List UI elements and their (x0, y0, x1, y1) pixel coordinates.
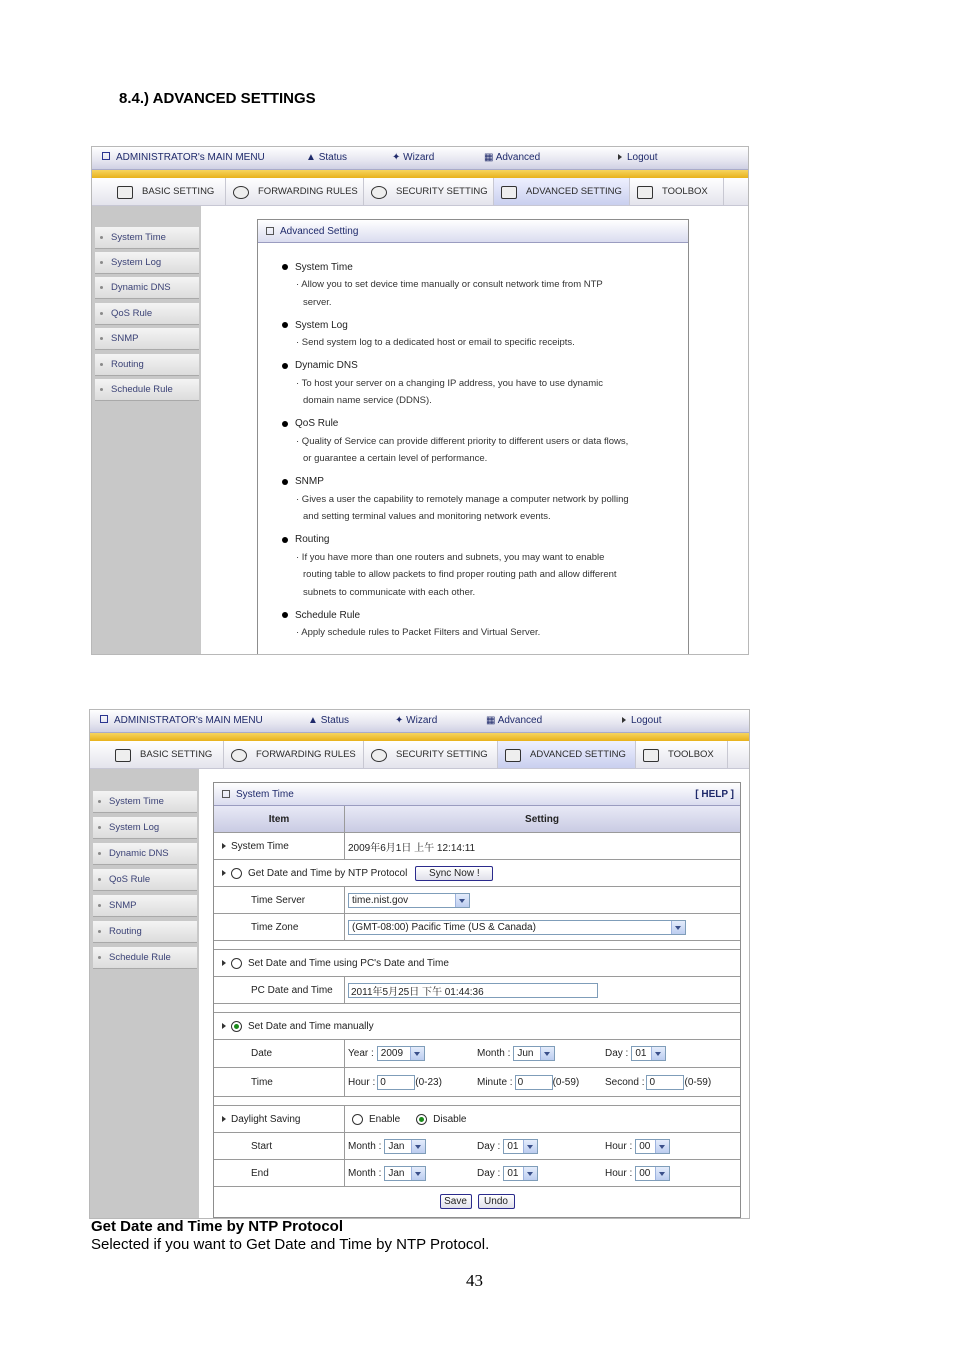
security-setting-icon (370, 748, 388, 762)
column-header-item: Item (268, 813, 290, 825)
tab-forwarding-rules[interactable]: FORWARDING RULES (224, 741, 364, 768)
sidebar-item-schedule-rule[interactable]: Schedule Rule (95, 379, 199, 401)
basic-setting-icon (116, 185, 134, 199)
start-hour-label: Hour : (605, 1140, 633, 1152)
advanced-setting-panel (257, 219, 689, 655)
bullet-icon (282, 537, 288, 543)
dropdown-arrow-icon (523, 1167, 537, 1180)
button-row (214, 1187, 740, 1216)
sidebar-item-snmp[interactable]: SNMP (95, 328, 199, 350)
bullet-icon (100, 363, 103, 366)
dropdown-arrow-icon (651, 1047, 665, 1060)
dropdown-arrow-icon (523, 1140, 537, 1153)
feature-heading (282, 473, 678, 491)
feature-name: Dynamic DNS (295, 360, 358, 371)
sidebar-item-routing[interactable]: Routing (95, 354, 199, 376)
bullet-icon (100, 312, 103, 315)
daylight-enable-radio[interactable] (352, 1114, 363, 1125)
manual-option-label: Set Date and Time manually (248, 1020, 374, 1032)
feature-description (282, 491, 678, 526)
status-link[interactable]: ▲ Status (306, 152, 348, 163)
wizard-link[interactable]: ✦ Wizard (395, 715, 438, 726)
end-hour-select[interactable]: 00 (635, 1166, 670, 1181)
square-icon (102, 152, 110, 160)
feature-heading (282, 357, 678, 375)
sidebar-item-routing[interactable]: Routing (93, 921, 197, 943)
start-day-label: Day : (477, 1140, 501, 1152)
advanced-link[interactable]: ▦ Advanced (486, 715, 543, 726)
feature-description (282, 375, 678, 410)
description-line: · Quality of Service can provide different priority to different users or data flows, (296, 435, 629, 447)
square-icon (100, 715, 108, 723)
list-item (282, 258, 678, 311)
dropdown-arrow-icon (540, 1047, 554, 1060)
sidebar-item-system-time[interactable]: System Time (93, 791, 197, 813)
column-divider (344, 1106, 345, 1132)
main-menu-link[interactable]: ADMINISTRATOR's MAIN MENU (100, 715, 263, 726)
feature-description (282, 433, 678, 468)
system-time-label: System Time (231, 840, 289, 852)
sidebar-item-system-time[interactable]: System Time (95, 227, 199, 249)
list-item (282, 606, 678, 642)
time-zone-select[interactable]: (GMT-08:00) Pacific Time (US & Canada) (348, 920, 686, 935)
advanced-icon: ▦ (484, 152, 496, 163)
bullet-icon (98, 826, 101, 829)
daylight-disable-radio[interactable] (416, 1114, 427, 1125)
bullet-icon (100, 236, 103, 239)
bullet-icon (282, 363, 288, 369)
tab-toolbox[interactable]: TOOLBOX (630, 178, 724, 205)
forwarding-rules-icon (232, 185, 250, 199)
advanced-setting-icon (500, 185, 518, 199)
time-server-label: Time Server (251, 894, 306, 906)
start-month-label: Month : (348, 1140, 382, 1152)
tab-basic-setting[interactable]: BASIC SETTING (108, 741, 224, 768)
ntp-row (214, 860, 740, 887)
tab-advanced-setting[interactable]: ADVANCED SETTING (498, 741, 636, 768)
main-menu-link[interactable]: ADMINISTRATOR's MAIN MENU (102, 152, 265, 163)
bullet-icon (282, 264, 288, 270)
minute-field[interactable]: 0 (515, 1075, 553, 1090)
bullet-icon (282, 479, 288, 485)
toolbox-icon (636, 185, 654, 199)
minute-range: (0-59) (552, 1076, 580, 1088)
spacer-row (214, 1097, 740, 1106)
arrow-right-icon (222, 870, 226, 876)
column-divider (344, 833, 345, 859)
feature-heading (282, 415, 678, 433)
ntp-label: Get Date and Time by NTP Protocol (248, 867, 408, 879)
basic-setting-icon (114, 748, 132, 762)
security-setting-icon (370, 185, 388, 199)
sidebar-item-system-log[interactable]: System Log (95, 252, 199, 274)
column-divider (344, 1160, 345, 1186)
bullet-icon (98, 930, 101, 933)
spacer-row (214, 1004, 740, 1013)
sidebar-item-dynamic-dns[interactable]: Dynamic DNS (93, 843, 197, 865)
tab-forwarding-rules[interactable]: FORWARDING RULES (226, 178, 364, 205)
bullet-icon (98, 800, 101, 803)
save-button[interactable]: Save (440, 1194, 472, 1209)
feature-heading (282, 258, 678, 276)
sync-now-button[interactable]: Sync Now ! (415, 866, 493, 881)
description-line: routing table to allow packets to find proper routing path and allow different (303, 569, 617, 580)
feature-name: QoS Rule (295, 418, 339, 429)
year-select[interactable]: 2009 (377, 1046, 425, 1061)
system-time-value: 2009年6月1日 上午 12:14:11 (348, 842, 476, 854)
sidebar-item-schedule-rule[interactable]: Schedule Rule (93, 947, 197, 969)
description-line: · If you have more than one routers and subnets, you may want to enable (296, 551, 605, 563)
toolbox-icon (642, 748, 660, 762)
tab-bar (90, 741, 749, 769)
end-month-label: Month : (348, 1167, 382, 1179)
list-item (282, 473, 678, 526)
tab-basic-setting[interactable]: BASIC SETTING (110, 178, 226, 205)
ntp-radio[interactable] (231, 868, 242, 879)
gold-strip (92, 170, 748, 178)
bullet-icon (282, 322, 288, 328)
advanced-link[interactable]: ▦ Advanced (484, 152, 541, 163)
minute-label: Minute : (477, 1076, 513, 1088)
bullet-icon (98, 878, 101, 881)
bullet-icon (282, 421, 288, 427)
bullet-icon (98, 852, 101, 855)
bullet-icon (100, 337, 103, 340)
sidebar-item-system-log[interactable]: System Log (93, 817, 197, 839)
manual-radio[interactable] (231, 1021, 242, 1032)
column-header-setting: Setting (525, 813, 559, 825)
list-item (282, 415, 678, 468)
end-day-select[interactable]: 01 (503, 1166, 538, 1181)
date-label: Date (251, 1048, 273, 1059)
description-line: · Gives a user the capability to remotely manage a computer network by polling (296, 493, 629, 505)
enable-label: Enable (369, 1113, 401, 1125)
square-icon (222, 790, 230, 798)
dropdown-arrow-icon (655, 1167, 669, 1180)
hour-field[interactable]: 0 (377, 1075, 415, 1090)
end-label: End (251, 1167, 269, 1179)
wizard-link[interactable]: ✦ Wizard (392, 152, 435, 163)
hour-label: Hour : (348, 1076, 376, 1088)
year-label: Year : (348, 1048, 374, 1059)
feature-name: Schedule Rule (295, 609, 361, 621)
column-divider (344, 1040, 345, 1067)
month-label: Month : (477, 1048, 511, 1059)
pc-time-row (214, 950, 740, 977)
system-time-row (214, 833, 740, 860)
system-time-screenshot (89, 709, 750, 1219)
bullet-icon (100, 286, 103, 289)
feature-name: System Time (295, 261, 353, 273)
manual-row (214, 1013, 740, 1040)
second-range: (0-59) (684, 1076, 712, 1088)
bullet-icon (100, 388, 103, 391)
page-number: 43 (466, 1271, 483, 1290)
status-icon: ▲ (306, 152, 319, 163)
sidebar-item-snmp[interactable]: SNMP (93, 895, 197, 917)
second-field[interactable]: 0 (646, 1075, 684, 1090)
description-line: domain name service (DDNS). (303, 395, 432, 406)
end-day-label: Day : (477, 1167, 501, 1179)
end-hour-label: Hour : (605, 1167, 633, 1179)
date-row (214, 1040, 740, 1068)
description-line: server. (303, 296, 332, 308)
section-title: 8.4.) ADVANCED SETTINGS (119, 90, 316, 107)
start-hour-select[interactable]: 00 (635, 1139, 670, 1154)
arrow-right-icon (222, 1023, 226, 1029)
advanced-feature-list (282, 258, 678, 647)
feature-description (282, 549, 678, 602)
advanced-setting-screenshot (91, 146, 749, 655)
time-server-select[interactable]: time.nist.gov (348, 893, 470, 908)
feature-heading (282, 316, 678, 334)
table-header (214, 806, 740, 833)
dropdown-arrow-icon (455, 894, 469, 907)
disable-label: Disable (433, 1113, 467, 1125)
advanced-setting-icon (504, 748, 522, 762)
feature-name: SNMP (295, 476, 324, 487)
description-line: and setting terminal values and monitoring network events. (303, 511, 551, 522)
month-select[interactable]: Jun (513, 1046, 555, 1061)
spacer-row (214, 941, 740, 950)
panel-header: Advanced Setting (258, 220, 688, 243)
caption-text: Selected if you want to Get Date and Time by NTP Protocol. (91, 1236, 490, 1253)
time-label: Time (251, 1076, 273, 1088)
dropdown-arrow-icon (411, 1140, 425, 1153)
undo-button[interactable]: Undo (478, 1194, 515, 1209)
description-line: subnets to communicate with each other. (303, 586, 476, 598)
advanced-icon: ▦ (486, 715, 498, 726)
description-line: · Send system log to a dedicated host or email to specific receipts. (296, 337, 575, 348)
forwarding-rules-icon (230, 748, 248, 762)
daylight-start-row (214, 1133, 740, 1160)
description-line: · Apply schedule rules to Packet Filters and Virtual Server. (296, 627, 541, 638)
logout-link[interactable]: Logout (622, 715, 662, 726)
pc-date-time-field[interactable]: 2011年5月25日 下午 01:44:36 (348, 983, 598, 998)
tab-security-setting[interactable]: SECURITY SETTING (364, 178, 494, 205)
description-line: or guarantee a certain level of performance. (303, 453, 488, 464)
square-icon (266, 227, 274, 235)
column-divider (344, 914, 345, 940)
feature-name: Routing (295, 534, 330, 545)
daylight-saving-label: Daylight Saving (231, 1113, 301, 1125)
time-zone-label: Time Zone (251, 921, 299, 933)
column-divider (344, 977, 345, 1003)
arrow-right-icon (222, 1116, 226, 1122)
time-server-row (214, 887, 740, 914)
bullet-icon (98, 956, 101, 959)
pc-time-radio[interactable] (231, 958, 242, 969)
start-label: Start (251, 1140, 273, 1152)
daylight-saving-row (214, 1106, 740, 1133)
help-link[interactable]: [ HELP ] (695, 789, 734, 800)
tab-toolbox[interactable]: TOOLBOX (636, 741, 728, 768)
main-menu-bar (92, 147, 748, 170)
feature-heading (282, 606, 678, 624)
bullet-icon (282, 612, 288, 618)
list-item (282, 357, 678, 410)
wizard-icon: ✦ (392, 152, 404, 163)
tab-security-setting[interactable]: SECURITY SETTING (364, 741, 498, 768)
column-divider (344, 1133, 345, 1159)
end-month-select[interactable]: Jan (384, 1166, 426, 1181)
panel-header: System Time [ HELP ] (214, 783, 740, 806)
list-item (282, 316, 678, 352)
feature-heading (282, 531, 678, 549)
column-divider (344, 1068, 345, 1096)
daylight-end-row (214, 1160, 740, 1187)
sidebar-item-qos-rule[interactable]: QoS Rule (93, 869, 197, 891)
pc-date-time-label: PC Date and Time (251, 984, 333, 996)
list-item (282, 531, 678, 602)
feature-description (282, 334, 678, 352)
second-label: Second : (605, 1076, 645, 1088)
description-line: · To host your server on a changing IP address, you have to use dynamic (296, 377, 603, 389)
dropdown-arrow-icon (655, 1140, 669, 1153)
sidebar-item-qos-rule[interactable]: QoS Rule (95, 303, 199, 325)
day-select[interactable]: 01 (631, 1046, 666, 1061)
gold-strip (90, 733, 749, 741)
arrow-right-icon (618, 154, 622, 160)
start-month-select[interactable]: Jan (384, 1139, 426, 1154)
sidebar-item-dynamic-dns[interactable]: Dynamic DNS (95, 277, 199, 299)
logout-link[interactable]: Logout (618, 152, 658, 163)
status-icon: ▲ (308, 715, 321, 726)
bullet-icon (100, 261, 103, 264)
arrow-right-icon (222, 843, 226, 849)
status-link[interactable]: ▲ Status (308, 715, 350, 726)
arrow-right-icon (222, 960, 226, 966)
feature-description (282, 276, 678, 311)
bullet-icon (98, 904, 101, 907)
time-zone-row (214, 914, 740, 941)
caption-title: Get Date and Time by NTP Protocol (91, 1218, 343, 1235)
tab-advanced-setting[interactable]: ADVANCED SETTING (494, 178, 630, 205)
pc-time-option-label: Set Date and Time using PC's Date and Time (248, 957, 449, 969)
wizard-icon: ✦ (395, 715, 407, 726)
description-line: · Allow you to set device time manually or consult network time from NTP (296, 279, 603, 290)
feature-name: System Log (295, 319, 348, 331)
main-menu-bar (90, 710, 749, 733)
feature-description (282, 624, 678, 642)
arrow-right-icon (622, 717, 626, 723)
hour-range: (0-23) (415, 1076, 442, 1088)
dropdown-arrow-icon (411, 1167, 425, 1180)
dropdown-arrow-icon (410, 1047, 424, 1060)
start-day-select[interactable]: 01 (503, 1139, 538, 1154)
pc-date-time-row (214, 977, 740, 1004)
dropdown-arrow-icon (671, 921, 685, 934)
column-divider (344, 887, 345, 913)
time-row (214, 1068, 740, 1097)
system-time-panel (213, 782, 741, 1218)
day-label: Day : (605, 1048, 629, 1059)
tab-bar (92, 178, 748, 206)
